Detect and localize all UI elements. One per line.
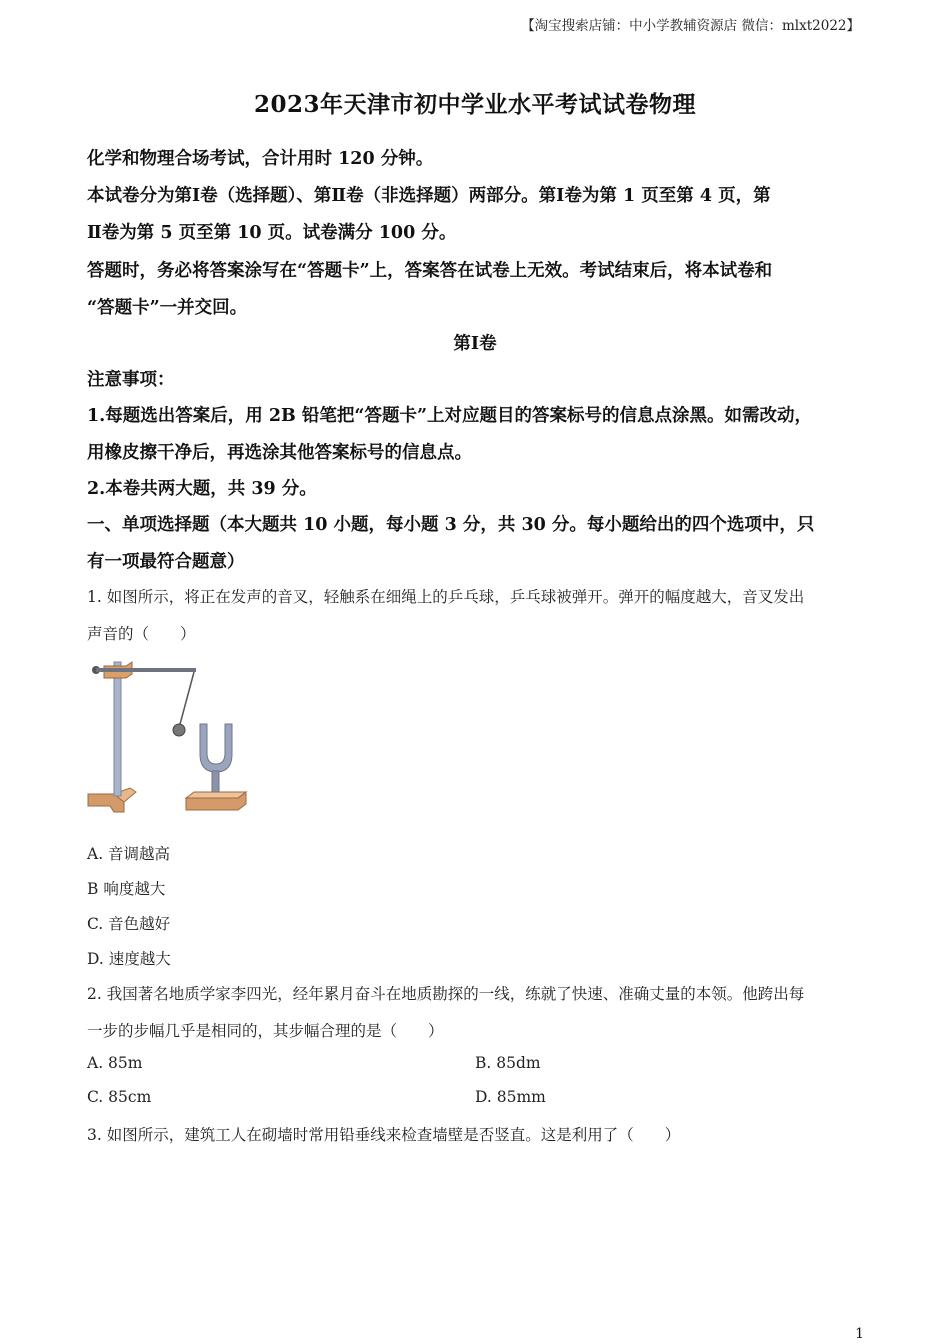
part-one-heading-line-2: 有一项最符合题意） bbox=[87, 552, 245, 572]
question-1-line-1: 1. 如图所示，将正在发声的音叉，轻触系在细绳上的乒乓球，乒乓球被弹开。弹开的幅度越大，音叉发出 bbox=[87, 588, 805, 606]
page-title: 2023年天津市初中学业水平考试试卷物理 bbox=[253, 91, 696, 118]
notice-item-1-line-1: 1.每题选出答案后，用 2B 铅笔把“答题卡”上对应题目的答案标号的信息点涂黑。如需改动， bbox=[87, 406, 813, 426]
intro-line-2: 本试卷分为第Ⅰ卷（选择题）、第Ⅱ卷（非选择题）两部分。第Ⅰ卷为第 1 页至第 4 页，第 bbox=[87, 186, 771, 206]
question-2-option-b[interactable]: B. 85dm bbox=[475, 1054, 541, 1072]
intro-line-5: “答题卡”一并交回。 bbox=[87, 298, 248, 318]
question-1-option-d[interactable]: D. 速度越大 bbox=[87, 950, 171, 968]
question-2-line-1: 2. 我国著名地质学家李四光，经年累月奋斗在地质勘探的一线，练就了快速、准确丈量的本领。他跨出每 bbox=[87, 985, 805, 1003]
notice-heading: 注意事项： bbox=[87, 370, 175, 390]
question-1-option-b[interactable]: B 响度越大 bbox=[87, 880, 166, 898]
tuning-fork bbox=[200, 724, 232, 772]
stand-rod bbox=[114, 662, 121, 796]
part-one-heading-line-1: 一、单项选择题（本大题共 10 小题，每小题 3 分，共 30 分。每小题给出的四个选项中，只 bbox=[87, 515, 815, 535]
section-title: 第Ⅰ卷 bbox=[453, 334, 497, 354]
notice-item-2: 2.本卷共两大题，共 39 分。 bbox=[87, 479, 317, 499]
stand-arm bbox=[96, 668, 196, 672]
page-number: 1 bbox=[855, 1326, 864, 1342]
question-2-line-2: 一步的步幅几乎是相同的，其步幅合理的是（ ） bbox=[87, 1022, 444, 1040]
question-2-option-d[interactable]: D. 85mm bbox=[475, 1088, 546, 1106]
question-2-option-a[interactable]: A. 85m bbox=[87, 1054, 143, 1072]
intro-line-3: Ⅱ卷为第 5 页至第 10 页。试卷满分 100 分。 bbox=[87, 223, 457, 243]
question-2-option-c[interactable]: C. 85cm bbox=[87, 1088, 152, 1106]
string bbox=[179, 672, 194, 728]
question-1-line-2: 声音的（ ） bbox=[87, 625, 196, 643]
question-3-line-1: 3. 如图所示，建筑工人在砌墙时常用铅垂线来检查墙壁是否竖直。这是利用了（ ） bbox=[87, 1126, 681, 1144]
tuning-fork-stem bbox=[212, 771, 219, 793]
question-1-option-a[interactable]: A. 音调越高 bbox=[87, 845, 171, 863]
intro-line-4: 答题时，务必将答案涂写在“答题卡”上，答案答在试卷上无效。考试结束后，将本试卷和 bbox=[87, 261, 773, 281]
tuning-fork-figure bbox=[84, 652, 254, 818]
header-shop-note: 【淘宝搜索店铺：中小学教辅资源店 微信：mlxt2022】 bbox=[521, 18, 860, 34]
ping-pong-ball bbox=[173, 724, 185, 736]
notice-item-1-line-2: 用橡皮擦干净后，再选涂其他答案标号的信息点。 bbox=[87, 443, 472, 463]
intro-line-1: 化学和物理合场考试，合计用时 120 分钟。 bbox=[87, 149, 434, 169]
question-1-option-c[interactable]: C. 音色越好 bbox=[87, 915, 171, 933]
fork-base-top bbox=[186, 792, 246, 798]
